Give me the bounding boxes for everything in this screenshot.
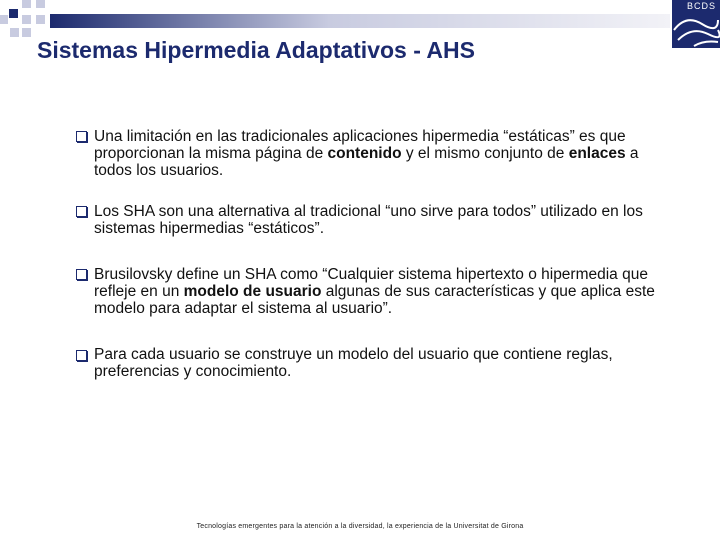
- checkbox-square-icon: [76, 269, 87, 280]
- checkbox-square-icon: [76, 206, 87, 217]
- bcds-logo: [672, 0, 720, 48]
- logo-mark-icon: [672, 0, 720, 48]
- checkbox-square-icon: [76, 350, 87, 361]
- bullet-item: [74, 346, 674, 380]
- bullet-text: Los SHA son una alternativa al tradicional “uno sirve para todos” utilizado en los sistemas hipermedias “estáticos”.: [94, 203, 643, 237]
- bold-term: modelo de usuario: [183, 283, 322, 300]
- deco-light-square: [22, 0, 31, 8]
- bullet-text: Para cada usuario se construye un modelo del usuario que contiene reglas, preferencias y conocimiento.: [94, 346, 613, 380]
- checkbox-square-icon: [76, 131, 87, 142]
- slide-title: Sistemas Hipermedia Adaptativos - AHS: [37, 37, 475, 63]
- deco-light-square: [10, 28, 19, 37]
- deco-light-square: [22, 15, 31, 24]
- deco-light-square: [36, 0, 45, 8]
- deco-light-square: [22, 28, 31, 37]
- logo-text: BCDS: [686, 1, 716, 11]
- bullet-text: Brusilovsky define un SHA como “Cualquier sistema hipertexto o hipermedia que refleje en un modelo de usuario algunas de sus características y que aplica este modelo para adaptar el sistema al usuario”.: [94, 266, 655, 317]
- bullet-item: [74, 203, 674, 237]
- bold-term: enlaces: [568, 145, 626, 162]
- deco-light-square: [36, 15, 45, 24]
- bullet-list: [74, 128, 674, 380]
- deco-light-square: [0, 15, 8, 24]
- deco-gradient-band: [50, 14, 670, 28]
- deco-dark-square: [9, 9, 18, 18]
- bullet-text: Una limitación en las tradicionales aplicaciones hipermedia “estáticas” es que proporcionan la misma página de contenido y el mismo conjunto de enlaces a todos los usuarios.: [94, 128, 639, 179]
- bullet-item: [74, 128, 674, 179]
- bullet-item: [74, 266, 674, 317]
- bold-term: contenido: [327, 145, 402, 162]
- slide-footer: Tecnologías emergentes para la atención a la diversidad, la experiencia de la Universitat de Girona: [196, 523, 524, 530]
